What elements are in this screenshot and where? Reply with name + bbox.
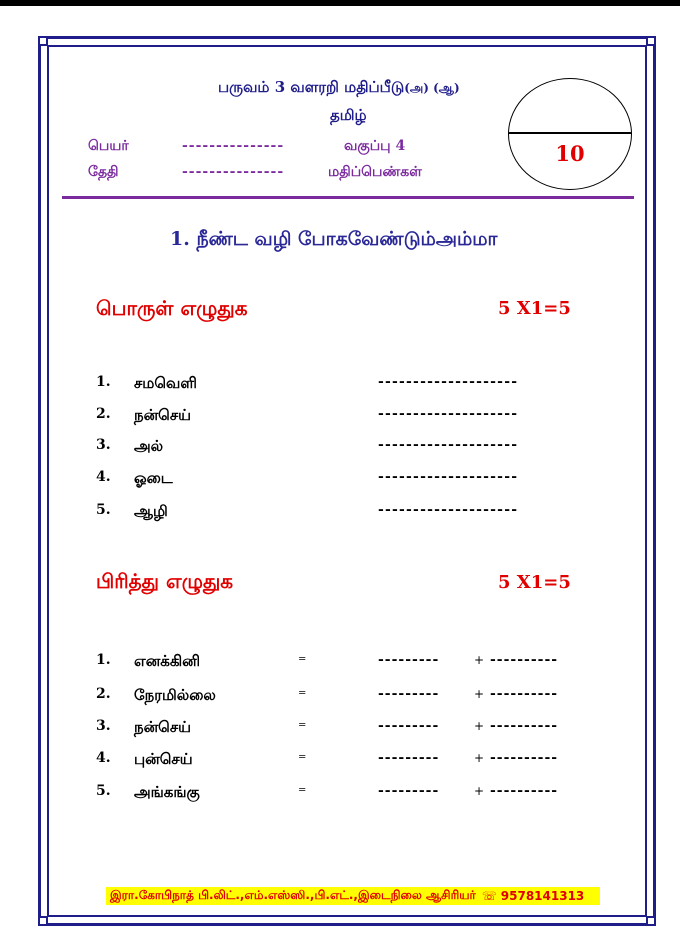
- list-item: [96, 374, 616, 396]
- question-number: 3.: [96, 718, 111, 734]
- phone-icon: ☏: [481, 889, 497, 903]
- answer-field-left[interactable]: ---------: [378, 652, 440, 668]
- section2-title: பிரித்து எழுதுக: [96, 569, 234, 593]
- score-circle: [508, 78, 632, 190]
- border-corner: [38, 36, 48, 46]
- date-field[interactable]: ---------------: [182, 164, 285, 180]
- score-divider: [509, 132, 631, 134]
- title-main: பருவம் 3 வளரறி மதிப்பீடு: [218, 78, 405, 96]
- question-number: 2.: [96, 406, 111, 422]
- answer-field[interactable]: --------------------: [378, 469, 519, 485]
- list-item: [96, 469, 616, 491]
- plus-sign: +: [474, 687, 485, 701]
- question-number: 4.: [96, 469, 111, 485]
- answer-field-right[interactable]: ----------: [490, 783, 559, 799]
- lesson-title: 1. நீண்ட வழி போகவேண்டும்அம்மா: [170, 228, 498, 250]
- table-row: [96, 686, 616, 708]
- answer-field-right[interactable]: ----------: [490, 750, 559, 766]
- plus-sign: +: [474, 719, 485, 733]
- table-row: [96, 783, 616, 805]
- question-word: ஆழி: [134, 502, 168, 520]
- question-number: 1.: [96, 652, 111, 668]
- border-corner: [38, 916, 48, 926]
- equals-sign: =: [298, 654, 307, 665]
- answer-field-right[interactable]: ----------: [490, 652, 559, 668]
- plus-sign: +: [474, 653, 485, 667]
- class-label: வகுப்பு 4: [344, 138, 406, 154]
- header-divider: [62, 196, 634, 199]
- date-label: தேதி: [88, 164, 119, 180]
- question-number: 5.: [96, 502, 111, 518]
- marks-label: மதிப்பெண்கள்: [328, 164, 422, 180]
- plus-sign: +: [474, 751, 485, 765]
- answer-field-left[interactable]: ---------: [378, 783, 440, 799]
- name-label: பெயர்: [88, 138, 129, 154]
- name-field[interactable]: ---------------: [182, 138, 285, 154]
- question-word: அங்கங்கு: [134, 783, 200, 801]
- equals-sign: =: [298, 752, 307, 763]
- question-word: புன்செய்: [134, 750, 193, 768]
- worksheet-title: [218, 78, 460, 98]
- answer-field[interactable]: --------------------: [378, 437, 519, 453]
- border-corner: [646, 916, 656, 926]
- table-row: [96, 652, 616, 674]
- section1-title: பொருள் எழுதுக: [96, 296, 248, 320]
- list-item: [96, 437, 616, 459]
- question-number: 4.: [96, 750, 111, 766]
- equals-sign: =: [298, 688, 307, 699]
- question-word: நன்செய்: [134, 406, 192, 424]
- answer-field[interactable]: --------------------: [378, 406, 519, 422]
- question-number: 5.: [96, 783, 111, 799]
- score-total: 10: [555, 141, 585, 166]
- question-word: நன்செய்: [134, 718, 192, 736]
- table-row: [96, 750, 616, 772]
- list-item: [96, 406, 616, 428]
- table-row: [96, 718, 616, 740]
- worksheet-page: [0, 6, 680, 945]
- answer-field-right[interactable]: ----------: [490, 686, 559, 702]
- question-word: ஓடை: [134, 469, 173, 487]
- answer-field-left[interactable]: ---------: [378, 750, 440, 766]
- phone-number: 9578141313: [500, 889, 585, 903]
- author-footer: [106, 887, 600, 905]
- answer-field-right[interactable]: ----------: [490, 718, 559, 734]
- answer-field[interactable]: --------------------: [378, 374, 519, 390]
- border-corner: [646, 36, 656, 46]
- answer-field-left[interactable]: ---------: [378, 686, 440, 702]
- title-tail: (அ) (ஆ): [404, 81, 460, 95]
- question-word: எனக்கினி: [134, 652, 201, 670]
- question-word: சமவெளி: [134, 374, 197, 392]
- author-credit: இரா.கோபிநாத் பி.லிட்.,எம்.எஸ்ஸி.,பி.எட்.,இடைநிலை ஆசிரியர்: [110, 888, 476, 902]
- question-word: அல்: [134, 437, 164, 455]
- equals-sign: =: [298, 785, 307, 796]
- subject-label: தமிழ்: [330, 106, 367, 124]
- plus-sign: +: [474, 784, 485, 798]
- question-number: 1.: [96, 374, 111, 390]
- section2-marks: 5 X1=5: [498, 572, 571, 593]
- answer-field[interactable]: --------------------: [378, 502, 519, 518]
- answer-field-left[interactable]: ---------: [378, 718, 440, 734]
- list-item: [96, 502, 616, 524]
- equals-sign: =: [298, 720, 307, 731]
- question-number: 3.: [96, 437, 111, 453]
- question-word: நேரமில்லை: [134, 686, 216, 704]
- question-number: 2.: [96, 686, 111, 702]
- section1-marks: 5 X1=5: [498, 298, 571, 319]
